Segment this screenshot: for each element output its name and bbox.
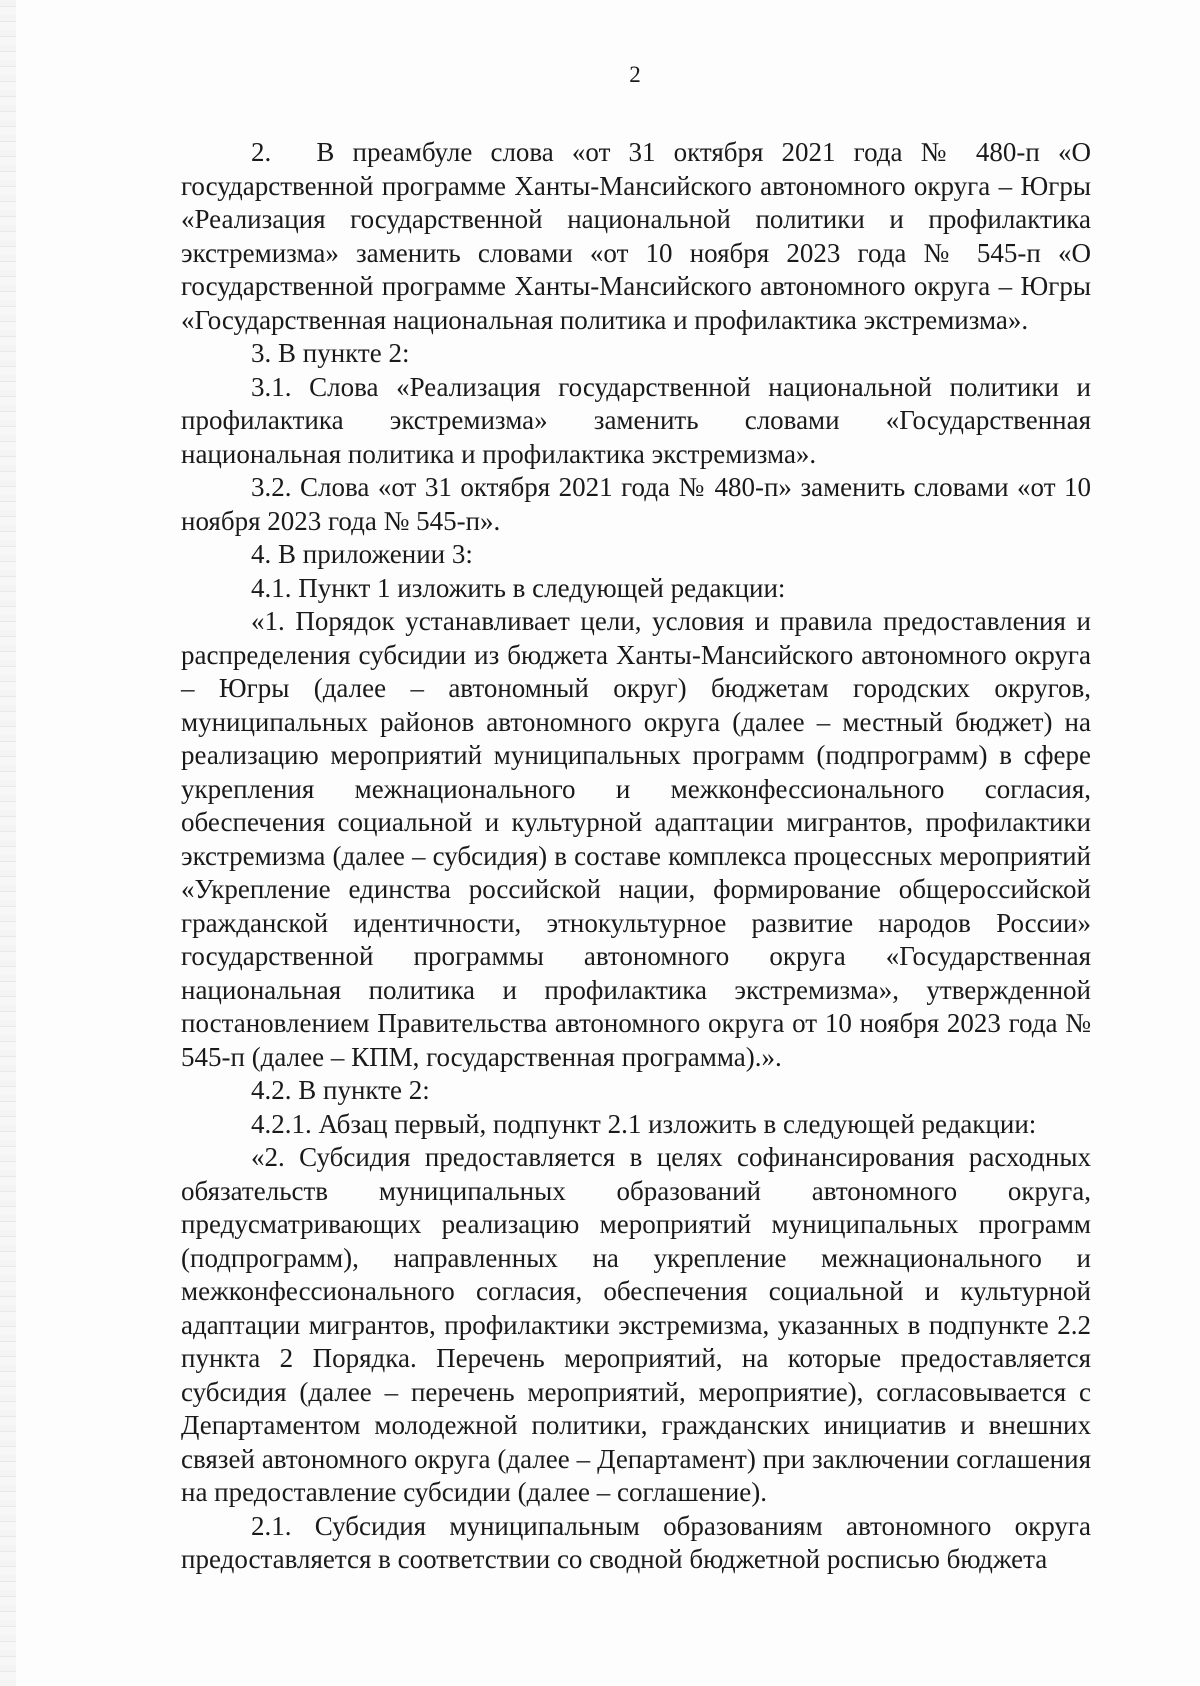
paragraph-4-1: 4.1. Пункт 1 изложить в следующей редакции:: [251, 572, 786, 603]
paragraph-4-2-1: 4.2.1. Абзац первый, подпункт 2.1 изложить в следующей редакции:: [251, 1108, 1037, 1139]
paragraph-quoted-point-2: «2. Субсидия предоставляется в целях софинансирования расходных обязательств муниципальных образований автономного округа, предусматривающих реализацию мероприятий муниципальных программ (подпрограмм), направленных на укрепление межнационального и межконфессионального согласия, обеспечения социальной и культурной адаптации мигрантов, профилактики экстремизма, указанных в подпункте 2.2 пункта 2 Порядка. Перечень мероприятий, на которые предоставляется субсидия (далее – перечень мероприятий, мероприятие), согласовывается с Департаментом молодежной политики, гражданских инициатив и внешних связей автономного округа (далее – Департамент) при заключении соглашения на предоставление субсидии (далее – соглашение).: [181, 1142, 1091, 1507]
document-body: [181, 136, 1091, 1577]
paragraph-4-heading: 4. В приложении 3:: [251, 539, 473, 569]
paragraph-2-1: 2.1. Субсидия муниципальным образованиям автономного округа предоставляется в соответствии со сводной бюджетной росписью бюджета: [181, 1510, 1091, 1574]
paragraph-quoted-point-1: «1. Порядок устанавливает цели, условия и правила предоставления и распределения субсидии из бюджета Ханты-Мансийского автономного округа – Югры (далее – автономный округ) бюджетам городских округов, муниципальных районов автономного округа (далее – местный бюджет) на реализацию мероприятий муниципальных программ (подпрограмм) в сфере укрепления межнационального и межконфессионального согласия, обеспечения социальной и культурной адаптации мигрантов, профилактики экстремизма (далее – субсидия) в составе комплекса процессных мероприятий «Укрепление единства российской нации, формирование общероссийской гражданской идентичности, этнокультурное развитие народов России» государственной программы автономного округа «Государственная национальная политика и профилактика экстремизма», утвержденной постановлением Правительства автономного округа от 10 ноября 2023 года № 545-п (далее – КПМ, государственная программа).».: [181, 606, 1091, 1072]
paragraph-2-preamble: 2. В преамбуле слова «от 31 октября 2021 года № 480-п «О государственной программе Ханты-Мансийского автономного округа – Югры «Реализация государственной национальной политики и профилактика экстремизма» заменить словами «от 10 ноября 2023 года № 545-п «О государственной программе Ханты-Мансийского автономного округа – Югры «Государственная национальная политика и профилактика экстремизма».: [181, 137, 1091, 335]
page-number: 2: [629, 62, 641, 87]
paragraph-3-1: 3.1. Слова «Реализация государственной национальной политики и профилактика экстремизма» заменить словами «Государственная национальная политика и профилактика экстремизма».: [181, 371, 1091, 469]
paragraph-4-2: 4.2. В пункте 2:: [251, 1075, 430, 1105]
paragraph-3-2: 3.2. Слова «от 31 октября 2021 года № 480-п» заменить словами «от 10 ноября 2023 года № 545-п».: [181, 472, 1091, 536]
scan-edge-artifact: [0, 0, 16, 1686]
paragraph-3-heading: 3. В пункте 2:: [251, 338, 410, 368]
